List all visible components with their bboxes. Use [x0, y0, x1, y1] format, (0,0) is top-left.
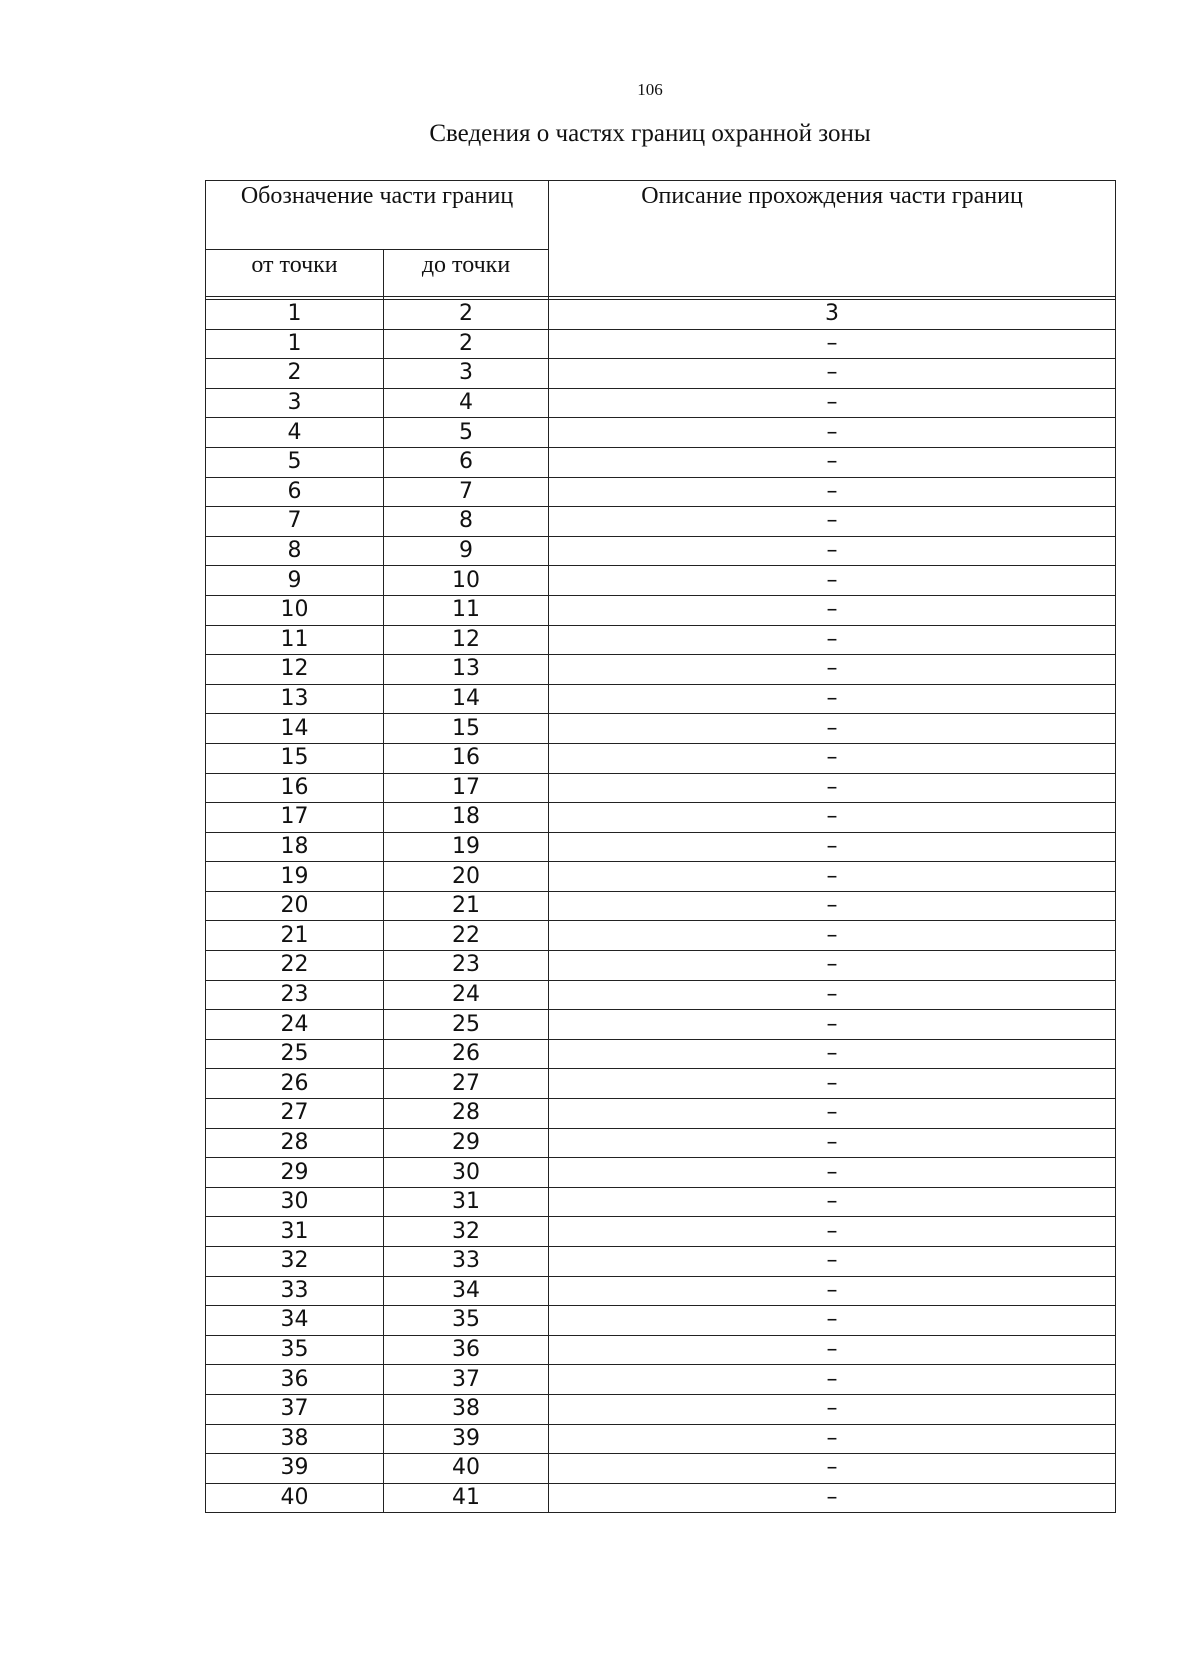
description-cell: – [549, 1247, 1116, 1277]
from-point-cell: 13 [206, 684, 384, 714]
to-point-cell: 12 [384, 625, 549, 655]
from-point-cell: 40 [206, 1483, 384, 1513]
description-cell: – [549, 1217, 1116, 1247]
table-row [206, 1010, 1116, 1040]
to-point-cell: 22 [384, 921, 549, 951]
table-row [206, 507, 1116, 537]
table-row [206, 1483, 1116, 1513]
description-cell: – [549, 980, 1116, 1010]
to-point-cell: 9 [384, 536, 549, 566]
table-row [206, 625, 1116, 655]
from-point-cell: 4 [206, 418, 384, 448]
table-row [206, 921, 1116, 951]
description-cell: – [549, 714, 1116, 744]
column-number-2: 2 [384, 300, 549, 330]
from-point-cell: 24 [206, 1010, 384, 1040]
table-row [206, 1394, 1116, 1424]
description-cell: – [549, 1069, 1116, 1099]
description-cell: – [549, 536, 1116, 566]
from-point-cell: 6 [206, 477, 384, 507]
from-point-cell: 33 [206, 1276, 384, 1306]
column-number-1: 1 [206, 300, 384, 330]
description-cell: – [549, 566, 1116, 596]
from-point-cell: 30 [206, 1187, 384, 1217]
from-point-cell: 9 [206, 566, 384, 596]
to-point-cell: 31 [384, 1187, 549, 1217]
description-cell: – [549, 1454, 1116, 1484]
from-point-cell: 37 [206, 1394, 384, 1424]
description-cell: – [549, 1335, 1116, 1365]
table-row [206, 1217, 1116, 1247]
from-point-cell: 12 [206, 655, 384, 685]
to-point-cell: 8 [384, 507, 549, 537]
description-cell: – [549, 1158, 1116, 1188]
to-point-cell: 33 [384, 1247, 549, 1277]
from-point-cell: 32 [206, 1247, 384, 1277]
from-point-cell: 38 [206, 1424, 384, 1454]
from-point-cell: 25 [206, 1039, 384, 1069]
to-point-cell: 24 [384, 980, 549, 1010]
description-cell: – [549, 1424, 1116, 1454]
from-point-cell: 15 [206, 743, 384, 773]
table-row [206, 1276, 1116, 1306]
description-cell: – [549, 832, 1116, 862]
from-point-cell: 11 [206, 625, 384, 655]
from-point-cell: 7 [206, 507, 384, 537]
description-cell: – [549, 477, 1116, 507]
table-row [206, 447, 1116, 477]
to-point-cell: 27 [384, 1069, 549, 1099]
to-point-cell: 36 [384, 1335, 549, 1365]
to-point-cell: 25 [384, 1010, 549, 1040]
header-from-point: от точки [206, 250, 384, 297]
table-row [206, 1247, 1116, 1277]
table-row [206, 1158, 1116, 1188]
from-point-cell: 16 [206, 773, 384, 803]
description-cell: – [549, 418, 1116, 448]
table-row [206, 1099, 1116, 1129]
to-point-cell: 20 [384, 862, 549, 892]
description-cell: – [549, 891, 1116, 921]
from-point-cell: 23 [206, 980, 384, 1010]
table-row [206, 1424, 1116, 1454]
table-row [206, 536, 1116, 566]
table-row [206, 1128, 1116, 1158]
table-row [206, 1365, 1116, 1395]
table-row [206, 862, 1116, 892]
header-boundary-designation: Обозначение части границ [206, 181, 549, 250]
to-point-cell: 40 [384, 1454, 549, 1484]
description-cell: – [549, 1306, 1116, 1336]
to-point-cell: 38 [384, 1394, 549, 1424]
description-cell: – [549, 655, 1116, 685]
table-row [206, 980, 1116, 1010]
description-cell: – [549, 951, 1116, 981]
description-cell: – [549, 1394, 1116, 1424]
to-point-cell: 37 [384, 1365, 549, 1395]
from-point-cell: 28 [206, 1128, 384, 1158]
to-point-cell: 28 [384, 1099, 549, 1129]
description-cell: – [549, 625, 1116, 655]
from-point-cell: 31 [206, 1217, 384, 1247]
description-cell: – [549, 862, 1116, 892]
table-row [206, 1306, 1116, 1336]
table-row [206, 595, 1116, 625]
from-point-cell: 34 [206, 1306, 384, 1336]
description-cell: – [549, 1128, 1116, 1158]
table-row [206, 1039, 1116, 1069]
to-point-cell: 21 [384, 891, 549, 921]
description-cell: – [549, 803, 1116, 833]
table-row [206, 1069, 1116, 1099]
from-point-cell: 21 [206, 921, 384, 951]
description-cell: – [549, 773, 1116, 803]
column-number-3: 3 [549, 300, 1116, 330]
from-point-cell: 2 [206, 359, 384, 389]
from-point-cell: 19 [206, 862, 384, 892]
to-point-cell: 16 [384, 743, 549, 773]
table-row [206, 388, 1116, 418]
to-point-cell: 13 [384, 655, 549, 685]
to-point-cell: 32 [384, 1217, 549, 1247]
to-point-cell: 29 [384, 1128, 549, 1158]
from-point-cell: 3 [206, 388, 384, 418]
to-point-cell: 11 [384, 595, 549, 625]
to-point-cell: 41 [384, 1483, 549, 1513]
to-point-cell: 18 [384, 803, 549, 833]
from-point-cell: 8 [206, 536, 384, 566]
from-point-cell: 35 [206, 1335, 384, 1365]
description-cell: – [549, 388, 1116, 418]
page-number: 106 [637, 80, 663, 99]
description-cell: – [549, 1483, 1116, 1513]
boundary-table [205, 180, 1116, 1513]
table-row [206, 803, 1116, 833]
to-point-cell: 34 [384, 1276, 549, 1306]
to-point-cell: 4 [384, 388, 549, 418]
description-cell: – [549, 921, 1116, 951]
from-point-cell: 5 [206, 447, 384, 477]
to-point-cell: 14 [384, 684, 549, 714]
description-cell: – [549, 595, 1116, 625]
table-row [206, 684, 1116, 714]
table-row [206, 891, 1116, 921]
description-cell: – [549, 743, 1116, 773]
table-row [206, 359, 1116, 389]
table-row [206, 743, 1116, 773]
from-point-cell: 39 [206, 1454, 384, 1484]
table-row [206, 773, 1116, 803]
to-point-cell: 35 [384, 1306, 549, 1336]
table-row [206, 1335, 1116, 1365]
description-cell: – [549, 507, 1116, 537]
to-point-cell: 17 [384, 773, 549, 803]
from-point-cell: 20 [206, 891, 384, 921]
column-number-row [206, 300, 1116, 330]
to-point-cell: 2 [384, 329, 549, 359]
from-point-cell: 17 [206, 803, 384, 833]
description-cell: – [549, 447, 1116, 477]
to-point-cell: 10 [384, 566, 549, 596]
table-row [206, 655, 1116, 685]
from-point-cell: 10 [206, 595, 384, 625]
to-point-cell: 30 [384, 1158, 549, 1188]
description-cell: – [549, 684, 1116, 714]
from-point-cell: 36 [206, 1365, 384, 1395]
to-point-cell: 15 [384, 714, 549, 744]
description-cell: – [549, 1039, 1116, 1069]
table-row [206, 951, 1116, 981]
from-point-cell: 1 [206, 329, 384, 359]
from-point-cell: 26 [206, 1069, 384, 1099]
from-point-cell: 14 [206, 714, 384, 744]
description-cell: – [549, 1365, 1116, 1395]
table-row [206, 1454, 1116, 1484]
table-row [206, 566, 1116, 596]
table-row [206, 477, 1116, 507]
from-point-cell: 18 [206, 832, 384, 862]
description-cell: – [549, 1099, 1116, 1129]
to-point-cell: 19 [384, 832, 549, 862]
document-title: Сведения о частях границ охранной зоны [429, 120, 871, 147]
table-row [206, 418, 1116, 448]
table-row [206, 1187, 1116, 1217]
description-cell: – [549, 1187, 1116, 1217]
table-row [206, 832, 1116, 862]
header-to-point: до точки [384, 250, 549, 297]
description-cell: – [549, 1276, 1116, 1306]
to-point-cell: 3 [384, 359, 549, 389]
description-cell: – [549, 1010, 1116, 1040]
to-point-cell: 7 [384, 477, 549, 507]
to-point-cell: 39 [384, 1424, 549, 1454]
header-boundary-description: Описание прохождения части границ [549, 181, 1116, 297]
to-point-cell: 5 [384, 418, 549, 448]
table-body [206, 297, 1116, 1513]
from-point-cell: 22 [206, 951, 384, 981]
to-point-cell: 23 [384, 951, 549, 981]
description-cell: – [549, 329, 1116, 359]
table-row [206, 329, 1116, 359]
table-row [206, 714, 1116, 744]
to-point-cell: 26 [384, 1039, 549, 1069]
from-point-cell: 29 [206, 1158, 384, 1188]
description-cell: – [549, 359, 1116, 389]
to-point-cell: 6 [384, 447, 549, 477]
from-point-cell: 27 [206, 1099, 384, 1129]
